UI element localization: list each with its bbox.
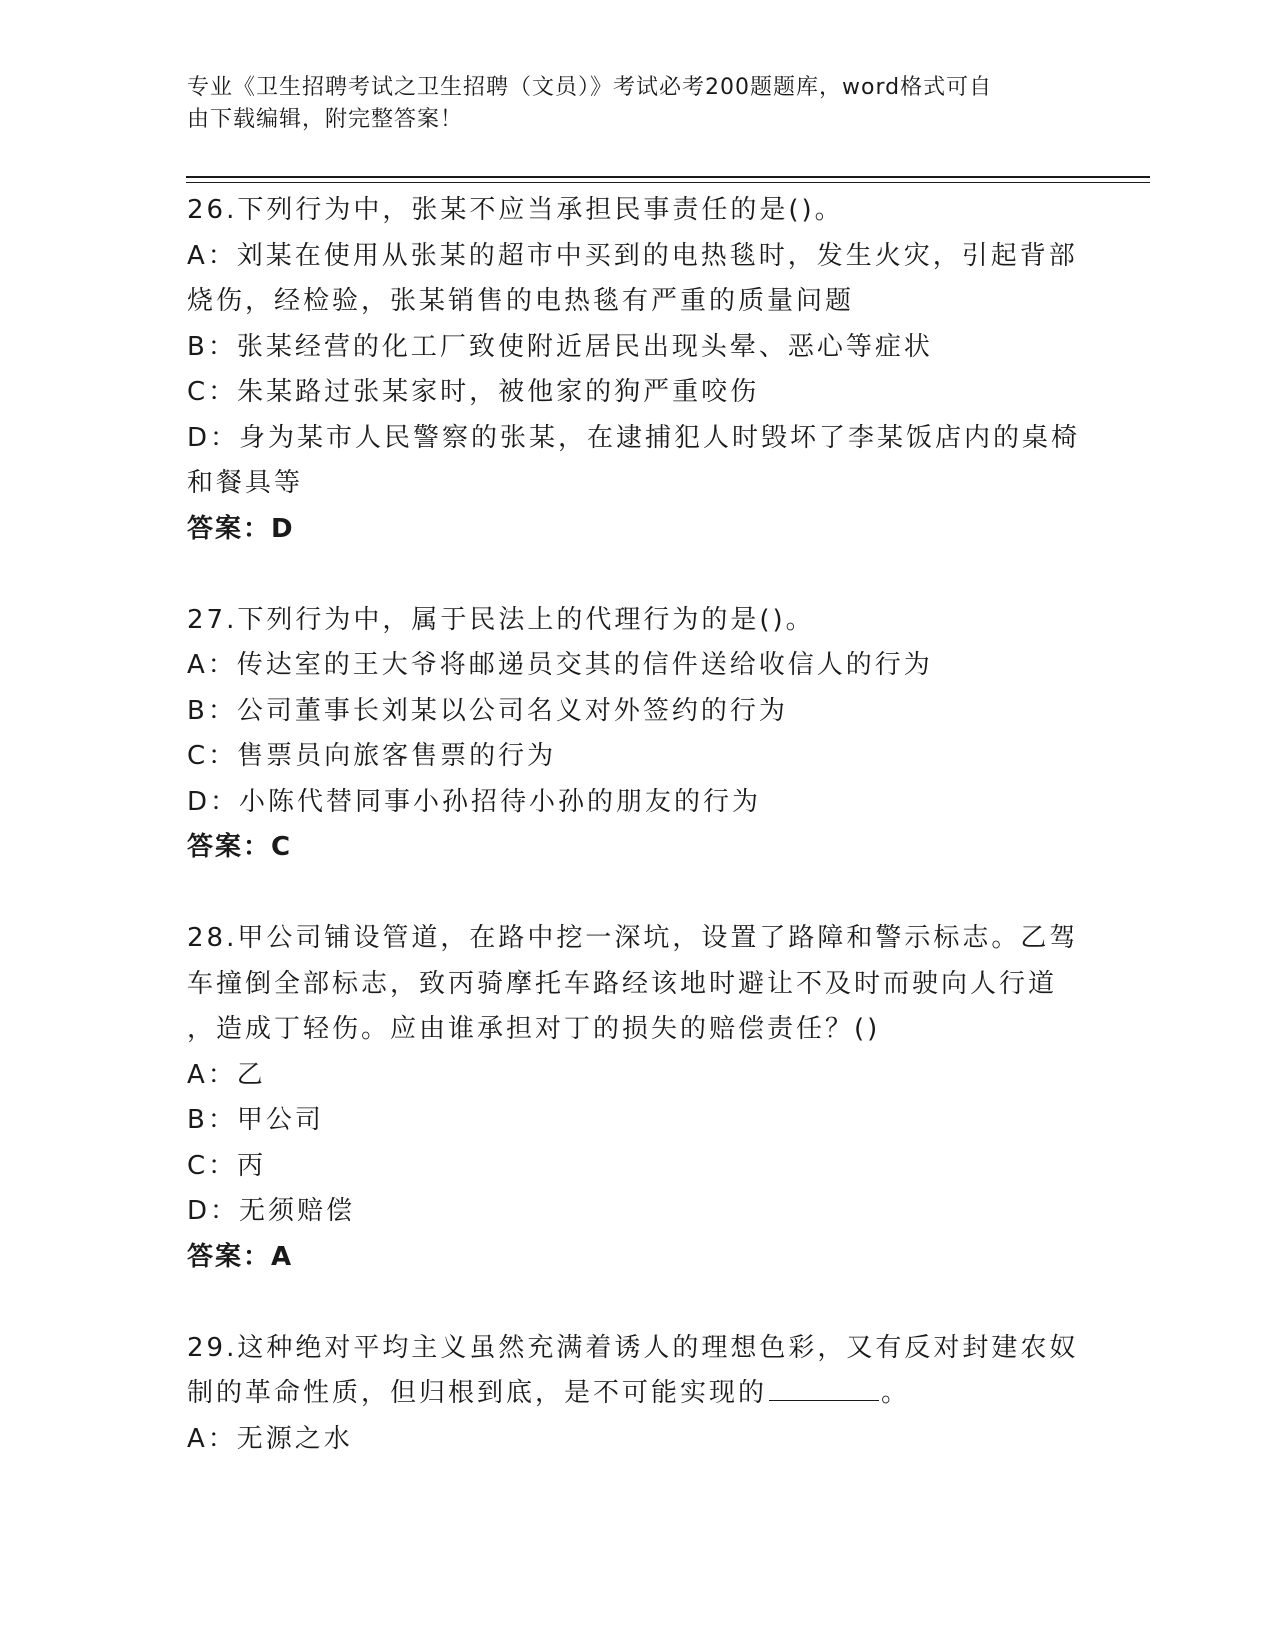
question-stem: 车撞倒全部标志，致丙骑摩托车路经该地时避让不及时而驶向人行道 [187,968,1058,999]
question-29 [187,1326,1087,1463]
option-b [187,325,1087,371]
question-26 [187,188,1087,552]
option-a: A：乙 [187,1059,266,1090]
option-c: C：售票员向旅客售票的行为 [187,741,557,771]
header-divider-thick [186,176,1150,178]
option-d: D：小陈代替同事小孙招待小孙的朋友的行为 [187,786,762,817]
question-stem: 26.下列行为中，张某不应当承担民事责任的是()。 [187,195,844,225]
answer-label: 答案：C [187,832,293,862]
header-divider-thin [186,182,1150,183]
question-stem-text: 制的革命性质，但归根到底，是不可能实现的 [187,1378,768,1408]
document-header [187,72,1077,136]
option-line: C：朱某路过张某家时，被他家的狗严重咬伤 [187,377,760,407]
header-line: 专业《卫生招聘考试之卫生招聘（文员）》考试必考200题题库，word格式可自 [187,75,993,100]
question-stem [187,1371,1087,1417]
option-d [187,416,1087,507]
option-d: D：无须赔偿 [187,1196,356,1226]
question-stem-tail: 。 [881,1378,911,1408]
option-line: 和餐具等 [187,468,304,498]
question-list [187,188,1087,1508]
question-stem: 28.甲公司铺设管道，在路中挖一深坑，设置了路障和警示标志。乙驾 [187,923,1079,953]
header-line: 由下载编辑，附完整答案！ [187,107,464,132]
option-b: B：甲公司 [187,1105,324,1135]
option-c [187,370,1087,416]
option-c: C：丙 [187,1150,267,1181]
question-28 [187,916,1087,1280]
question-stem: ，造成丁轻伤。应由谁承担对丁的损失的赔偿责任？() [187,1014,881,1044]
question-stem: 27.下列行为中，属于民法上的代理行为的是()。 [187,604,815,635]
option-line: D：身为某市人民警察的张某，在逮捕犯人时毁坏了李某饭店内的桌椅 [187,422,1081,453]
question-stem: 29.这种绝对平均主义虽然充满着诱人的理想色彩，又有反对封建农奴 [187,1332,1079,1363]
fill-in-blank [769,1378,879,1401]
option-a: A：无源之水 [187,1423,353,1454]
option-line: 烧伤，经检验，张某销售的电热毯有严重的质量问题 [187,286,855,316]
answer-label: 答案：D [187,513,295,544]
option-b: B：公司董事长刘某以公司名义对外签约的行为 [187,695,788,726]
option-a [187,234,1087,325]
option-line: B：张某经营的化工厂致使附近居民出现头晕、恶心等症状 [187,331,933,362]
option-line: A：刘某在使用从张某的超市中买到的电热毯时，发生火灾，引起背部 [187,240,1078,271]
answer-label: 答案：A [187,1241,294,1272]
question-27 [187,598,1087,871]
option-a: A：传达室的王大爷将邮递员交其的信件送给收信人的行为 [187,650,933,680]
